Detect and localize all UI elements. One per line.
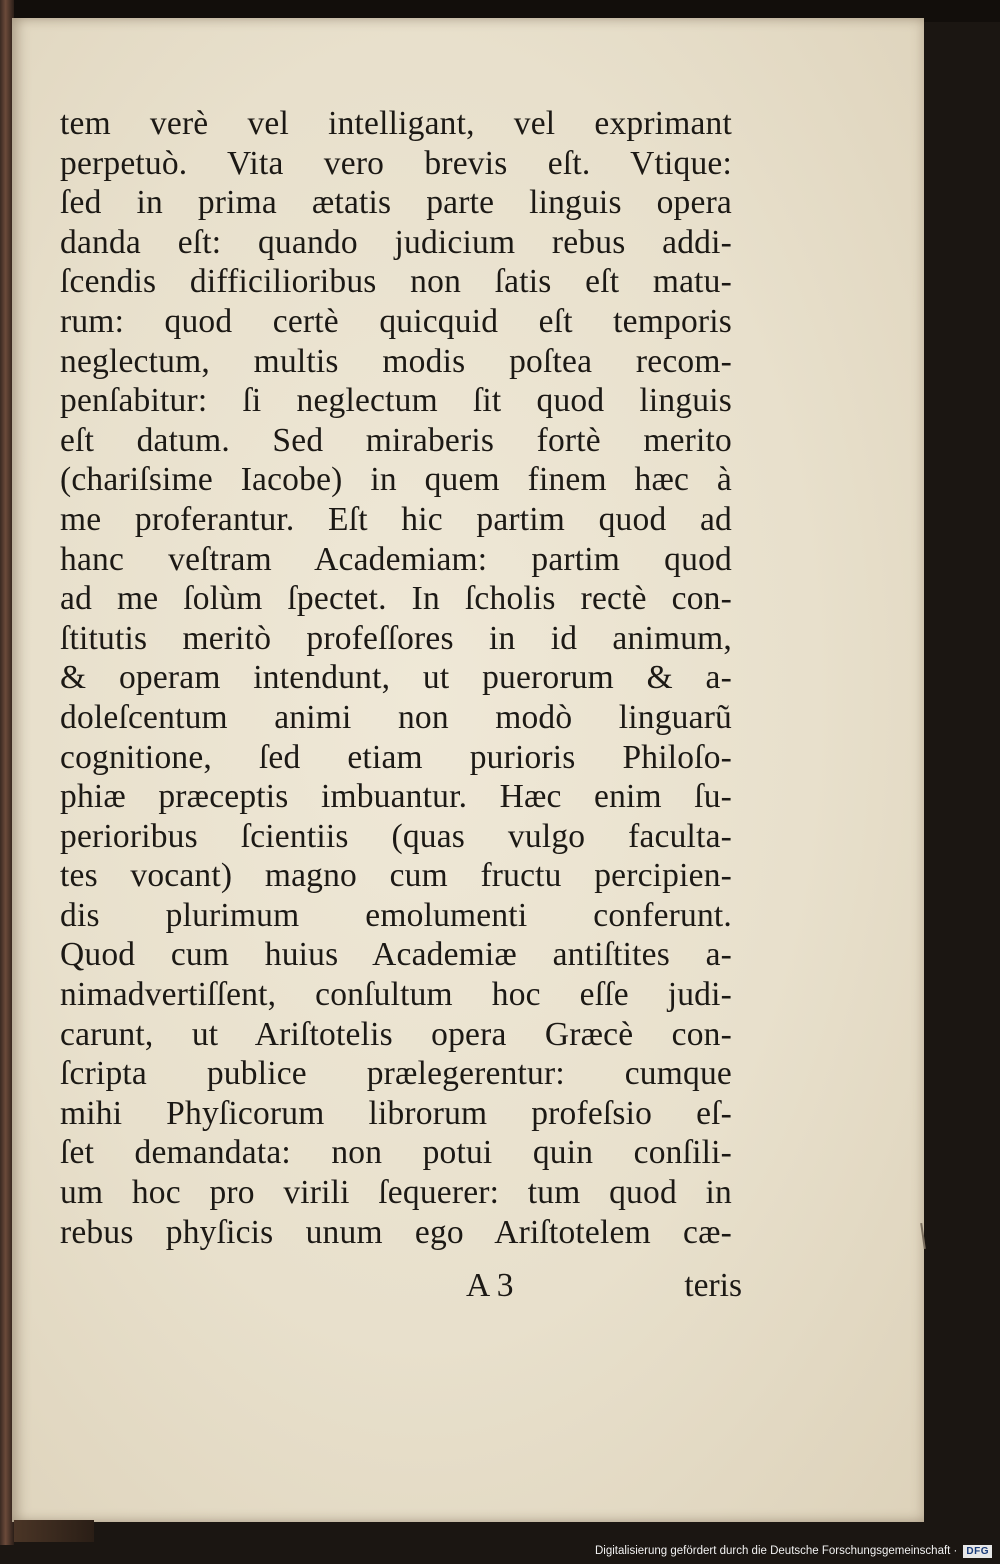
- dfg-logo-icon: DFG: [963, 1545, 992, 1558]
- digitization-credit: [595, 1542, 992, 1560]
- ink-mark: [920, 1223, 926, 1249]
- text-line: ſtitutis meritò profeſſores in id animum,: [60, 619, 732, 657]
- text-line: ſet demandata: non potui quin conſili-: [60, 1134, 732, 1172]
- text-line: ſcripta publice prælegerentur: cumque: [60, 1055, 732, 1093]
- signature-mark: A 3: [466, 1267, 514, 1304]
- text-line: doleſcentum animi non modò linguarũ: [60, 698, 732, 736]
- text-line: mihi Phyſicorum librorum profeſsio eſ-: [60, 1094, 732, 1132]
- text-line: rebus phyſicis unum ego Ariſtotelem cæ-: [60, 1213, 732, 1251]
- text-line: nimadvertiſſent, conſultum hoc eſſe judi-: [60, 976, 732, 1014]
- book-page: [12, 18, 924, 1522]
- text-line: ad me ſolùm ſpectet. In ſcholis rectè con-: [60, 580, 732, 618]
- text-line: perioribus ſcientiis (quas vulgo faculta-: [60, 817, 732, 855]
- binding-fragment: [14, 1520, 94, 1542]
- text-line: eſt datum. Sed miraberis fortè merito: [60, 421, 732, 459]
- text-line: rum: quod certè quicquid eſt temporis: [60, 302, 732, 340]
- text-line: ſed in prima ætatis parte linguis opera: [60, 184, 732, 222]
- text-line: carunt, ut Ariſtotelis opera Græcè con-: [60, 1015, 732, 1053]
- text-line: hanc veſtram Academiam: partim quod: [60, 540, 732, 578]
- text-line: me proferantur. Eſt hic partim quod ad: [60, 500, 732, 538]
- catchword: teris: [684, 1267, 742, 1304]
- credit-text: Digitalisierung gefördert durch die Deutsche Forschungsgemeinschaft ·: [594, 1545, 958, 1557]
- text-line: penſabitur: ſi neglectum ſit quod linguis: [60, 382, 732, 420]
- text-line: tem verè vel intelligant, vel exprimant: [60, 105, 732, 142]
- page-body-text: [60, 104, 732, 1252]
- text-line: phiæ præceptis imbuantur. Hæc enim ſu-: [60, 778, 732, 816]
- text-line: (chariſsime Iacobe) in quem finem hæc à: [60, 461, 732, 499]
- text-line: cognitione, ſed etiam purioris Philoſo-: [60, 738, 732, 776]
- text-line: neglectum, multis modis poſtea recom-: [60, 342, 732, 380]
- text-line: ſcendis difficilioribus non ſatis eſt matu-: [60, 263, 732, 301]
- text-line: & operam intendunt, ut puerorum & a-: [60, 659, 732, 697]
- text-line: um hoc pro virili ſequerer: tum quod in: [60, 1174, 732, 1212]
- text-line: dis plurimum emolumenti conferunt.: [60, 896, 732, 934]
- page-footer-line: [452, 1266, 742, 1306]
- text-line: Quod cum huius Academiæ antiſtites a-: [60, 936, 732, 974]
- text-line: perpetuò. Vita vero brevis eſt. Vtique:: [60, 144, 732, 182]
- text-line: tes vocant) magno cum fructu percipien-: [60, 857, 732, 895]
- text-line: danda eſt: quando judicium rebus addi-: [60, 223, 732, 261]
